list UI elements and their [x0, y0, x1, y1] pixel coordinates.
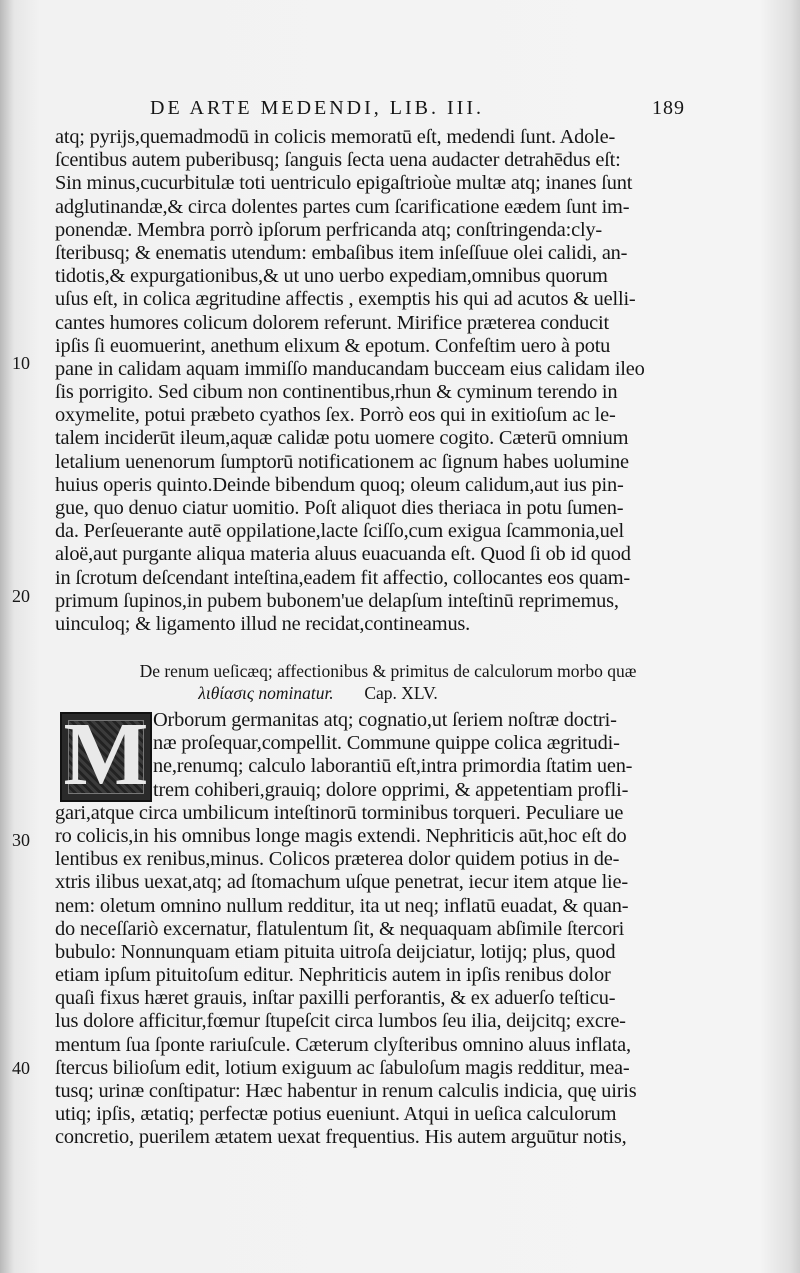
text-line: ſcentibus autem puberibusq; ſanguis ſecta uena audacter detrahēdus eſt:	[55, 149, 621, 172]
text-line: ne,renumq; calculo laborantiū eſt,intra primordia ſtatim uen-	[153, 755, 633, 778]
text-line: letalium uenenorum ſumptorū notificationem ac ſignum habes uolumine	[55, 450, 629, 473]
text-line: mentum ſua ſponte rariuſcule. Cæterum clyſteribus omnino aluus inflata,	[55, 1033, 631, 1056]
text-line: ponendæ. Membra porrò ipſorum perfricanda atq; conſtringenda:cly-	[55, 218, 602, 241]
text-line: oxymelite, potui præbeto cyathos ſex. Porrò eos qui in exitioſum ac le-	[55, 404, 616, 427]
line-number-30: 30	[12, 830, 30, 850]
text-line: primum ſupinos,in pubem bubonem'ue delapſum inteſtinū reprimemus,	[55, 589, 619, 612]
body-text-section-1	[55, 126, 695, 636]
text-line: ipſis ſi euomuerint, anethum elixum & epotum. Confeſtim uero à potu	[55, 334, 611, 357]
text-line: Sin minus,cucurbitulæ toti uentriculo epigaſtrioùe multæ atq; inanes ſunt	[55, 172, 633, 195]
chapter-heading	[78, 660, 698, 704]
text-line: ro colicis,in his omnibus longe magis extendi. Nephriticis aūt,hoc eſt do	[55, 824, 627, 847]
text-line: uſus eſt, in colica ægritudine affectis , exemptis his qui ad acutos & uelli-	[55, 288, 636, 311]
line-number-40: 40	[12, 1058, 30, 1078]
text-line: uinculoq; & ligamento illud ne recidat,contineamus.	[55, 612, 471, 635]
text-line: atq; pyrijs,quemadmodū in colicis memoratū eſt, medendi ſunt. Adole-	[55, 126, 616, 148]
text-line: quaſi fixus hæret grauis, inſtar paxilli perforantis, & ex aduerſo teſticu-	[55, 987, 616, 1010]
running-header	[150, 97, 685, 120]
text-line: in ſcrotum deſcendant inteſtina,eadem fit affectio, collocantes eos quam-	[55, 566, 630, 589]
text-line: ſtercus bilioſum edit, lotium exiguum ac ſabuloſum magis redditur, mea-	[55, 1056, 630, 1079]
text-line: pane in calidam aquam immiſſo manducandam bucceam eius calidam ileo	[55, 357, 645, 380]
text-line: do neceſſariò excernatur, flatulentum ſit, & nequaquam abſimile ſtercori	[55, 917, 625, 940]
text-line: concretio, puerilem ætatem uexat frequentius. His autem arguūtur notis,	[55, 1126, 627, 1149]
text-line: trem cohiberi,grauiq; dolore opprimi, & appetentiam profli-	[153, 778, 629, 801]
chapter-title-line-2	[78, 682, 698, 704]
text-line: bubulo: Nonnunquam etiam pituita uitroſa deijciatur, lotijq; plus, quod	[55, 940, 616, 963]
text-line: utiq; ipſis, ætatiq; perfectæ potius eueniunt. Atqui in ueſica calculorum	[55, 1103, 617, 1126]
page-number: 189	[652, 97, 685, 119]
text-line: tusq; urinæ conſtipatur: Hæc habentur in renum calculis indicia, quę uiris	[55, 1080, 637, 1102]
text-line: adglutinandæ,& circa dolentes partes cum ſcarificatione eædem ſunt im-	[55, 195, 630, 218]
line-number-20: 20	[12, 586, 30, 606]
chapter-number: Cap. XLV.	[364, 683, 438, 703]
text-line: ſis porrigito. Sed cibum non continentibus,rhun & cyminum terendo in	[55, 381, 618, 404]
text-line: Orborum germanitas atq; cognatio,ut ſeriem noſtræ doctri-	[153, 709, 617, 731]
text-line: tidotis,& expurgationibus,& ut uno uerbo expediam,omnibus quorum	[55, 265, 608, 288]
text-line: nem: oletum omnino nullum redditur, ita ut neq; inflatū euadat, & quan-	[55, 894, 629, 917]
text-line: cantes humores colicum dolorem referunt. Mirifice præterea conducit	[55, 311, 609, 334]
text-line: gue, quo denuo ciatur uomitio. Poſt aliquot dies theriaca in potu ſumen-	[55, 497, 624, 519]
running-title: DE ARTE MEDENDI, LIB. III.	[150, 97, 484, 119]
text-line: næ proſequar,compellit. Commune quippe colica ægritudi-	[153, 732, 620, 755]
text-line: ſteribusq; & enematis utendum: embaſibus item inſeſſuue olei calidi, an-	[55, 241, 628, 264]
text-line: xtris ilibus uexat,atq; ad ſtomachum uſque penetrat, iecur item atque lie-	[55, 871, 628, 894]
text-line: etiam ipſum pituitoſum editur. Nephriticis autem in ipſis renibus dolor	[55, 964, 611, 987]
body-text-section-2	[55, 705, 700, 1150]
text-line: da. Perſeuerante autē oppilatione,lacte ſciſſo,cum exigua ſcammonia,uel	[55, 520, 624, 543]
text-line: lus dolore afficitur,fœmur ſtupeſcit circa lumbos ſeu ilia, deijcitq; excre-	[55, 1010, 626, 1033]
chapter-title-line: De renum ueſicæq; affectionibus & primitus de calculorum morbo quæ	[139, 661, 637, 681]
greek-term: λιθίασις	[198, 683, 254, 703]
text-line: gari,atque circa umbilicum inteſtinorū torminibus torqueri. Peculiare ue	[55, 801, 624, 824]
initial-letter: M	[63, 705, 149, 804]
line-number-10: 10	[12, 353, 30, 373]
chapter-title-rest: nominatur.	[258, 683, 334, 703]
text-line: talem inciderūt ileum,aquæ calidæ potu uomere cogito. Cæterū omnium	[55, 427, 629, 450]
text-line: aloë,aut purgante aliqua materia aluus euacuanda eſt. Quod ſi ob id quod	[55, 543, 631, 566]
text-line: lentibus ex renibus,minus. Colicos præterea dolor quidem potius in de-	[55, 848, 620, 871]
text-line: huius operis quinto.Deinde bibendum quoq; oleum calidum,aut ius pin-	[55, 473, 624, 496]
